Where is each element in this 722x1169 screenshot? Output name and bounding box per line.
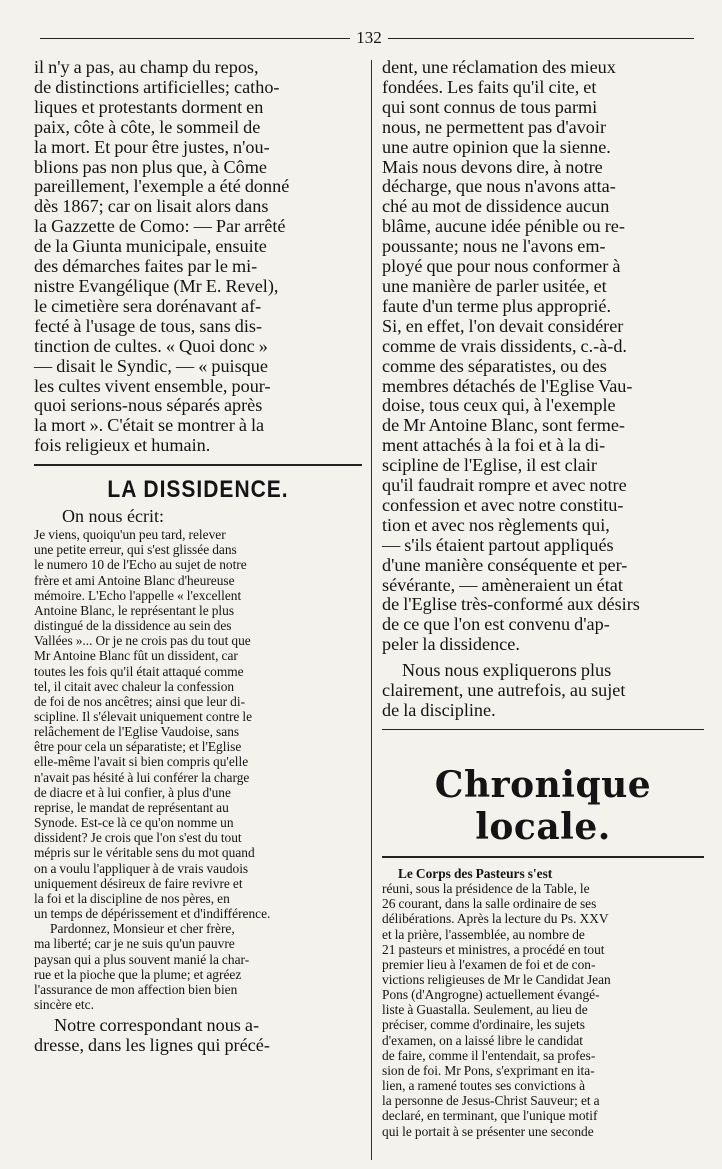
text-line: mépris sur le véritable sens du mot quand: [34, 845, 255, 861]
text-line: de Mr Antoine Blanc, sont ferme-: [382, 415, 625, 436]
text-line: paix, côte à côte, le sommeil de: [34, 116, 261, 137]
text-line: elle-même l'avait si bien compris qu'elle: [34, 754, 249, 770]
text-line: tinction de cultes. « Quoi donc »: [34, 335, 268, 356]
chronique-text: [382, 866, 704, 1139]
text-line: de distinctions artificielles; catho-: [34, 76, 280, 97]
text-line: un temps de dépérissement et d'indifférence.: [34, 906, 271, 922]
text-line: comme de vrais dissidents, c.-à-d.: [382, 335, 627, 356]
text-line: blâme, aucune idée pénible ou re-: [382, 216, 625, 237]
text-line: le cimetière sera dorénavant af-: [34, 295, 262, 316]
text-line: scipline de l'Eglise, il est clair: [382, 455, 597, 476]
column-divider: [371, 60, 372, 1160]
continuation-text: [382, 58, 704, 655]
text-line: une autre opinion que la sienne.: [382, 136, 611, 157]
text-line: de la discipline.: [382, 700, 496, 720]
section-rule: [34, 464, 362, 466]
text-line: Mr Antoine Blanc fût un dissident, car: [34, 648, 238, 664]
paragraph-two: [382, 661, 704, 721]
text-line: quoi serions-nous séparés après: [34, 395, 263, 416]
text-line: l'assurance de mon affection bien bien: [34, 981, 238, 997]
text-line: la mort. Et pour être justes, n'ou-: [34, 136, 270, 157]
text-line: lien, a ramené toutes ses convictions à: [382, 1078, 586, 1094]
text-line: frère et ami Antoine Blanc d'heureuse: [34, 572, 235, 588]
text-line: paysan qui a plus souvent manié la char-: [34, 951, 250, 967]
text-line: et la prière, l'assemblée, au nombre de: [382, 926, 585, 942]
text-line: — disait le Syndic, — « puisque: [34, 355, 268, 376]
text-line: Pardonnez, Monsieur et cher frère,: [50, 921, 235, 937]
text-line: une petite erreur, qui s'est glissée dans: [34, 542, 237, 558]
text-line: — s'ils étaient partout appliqués: [382, 534, 614, 555]
text-line: ment attachés à la foi et à la di-: [382, 435, 606, 456]
letter-lead: On nous écrit:: [62, 506, 164, 527]
text-line: on a voulu l'appliquer à de vrais vaudois: [34, 860, 249, 876]
text-line: doise, tous ceux qui, à l'exemple: [382, 395, 616, 416]
text-line: 26 courant, dans la salle ordinaire de ses: [382, 896, 597, 912]
text-line: de diacre et à lui confier, à plus d'une: [34, 784, 231, 800]
text-line: délibérations. Après la lecture du Ps. XXV: [382, 911, 609, 927]
text-line: rue et la pioche que la plume; et agréez: [34, 966, 242, 982]
text-line: Le Corps des Pasteurs s'est: [398, 865, 553, 881]
text-line: qui le portait à se présenter une seconde: [382, 1123, 594, 1139]
text-line: Mais nous devons dire, à notre: [382, 156, 603, 177]
text-line: des démarches faites par le mi-: [34, 256, 258, 277]
section-title: LA DISSIDENCE.: [107, 476, 289, 503]
letter-text: [34, 527, 362, 1012]
text-line: qu'il faudrait rompre et avec notre: [382, 475, 627, 496]
text-line: sincère etc.: [34, 996, 94, 1012]
text-line: réuni, sous la présidence de la Table, le: [382, 881, 590, 897]
text-line: Pons (d'Angrogne) actuellement évangé-: [382, 987, 600, 1003]
text-line: de ce que l'on est convenu d'ap-: [382, 614, 610, 635]
text-line: poussante; nous ne l'avons em-: [382, 236, 606, 257]
text-line: Notre correspondant nous a-: [54, 1015, 260, 1036]
text-line: être pour cela un séparatiste; et l'Eglise: [34, 739, 242, 755]
text-line: premier lieu à l'examen de foi et de con-: [382, 956, 596, 972]
text-line: scipline. Il s'élevait uniquement contre le: [34, 709, 253, 724]
text-line: dent, une réclamation des mieux: [382, 57, 616, 77]
text-line: reprise, le mandat de représentant au: [34, 799, 229, 815]
continuation-text: [34, 58, 362, 456]
text-line: d'examen, on a laissé libre le candidat: [382, 1032, 584, 1048]
header-rule-left: [40, 38, 350, 39]
text-line: la personne de Jesus-Christ Sauveur; et a: [382, 1093, 600, 1109]
text-line: mémoire. L'Echo l'appelle « l'excellent: [34, 587, 242, 603]
closing-text: [34, 1016, 362, 1056]
text-line: dissident? Je crois que l'on s'est du tout: [34, 830, 242, 846]
text-line: nous, ne permettent pas d'avoir: [382, 116, 607, 137]
text-line: liques et protestants dorment en: [34, 96, 264, 117]
text-line: ployé que pour nous conformer à: [382, 256, 621, 277]
chronique-title: Chronique locale.: [434, 763, 652, 848]
text-line: la foi et la discipline de nos pères, en: [34, 890, 230, 906]
text-line: distingué de la dissidence au sein des: [34, 618, 232, 634]
text-line: sévérante, — amèneraient un état: [382, 574, 623, 595]
text-line: une manière de parler usitée, et: [382, 275, 607, 296]
text-line: de faire, comme il l'entendait, sa profes-: [382, 1047, 596, 1063]
text-line: comme des séparatistes, ou des: [382, 355, 607, 376]
text-line: peler la dissidence.: [382, 634, 520, 655]
text-line: décharge, que nous n'avons atta-: [382, 176, 616, 197]
text-line: declaré, en terminant, que l'unique motif: [382, 1108, 598, 1124]
text-line: relâchement de l'Eglise Vaudoise, sans: [34, 724, 240, 740]
header-rule-right: [388, 38, 694, 39]
text-line: de foi de nos ancêtres; ainsi que leur di-: [34, 693, 246, 709]
text-line: liste à Guastalla. Seulement, au lieu de: [382, 1002, 588, 1018]
text-line: de la Giunta municipale, ensuite: [34, 236, 267, 257]
text-line: fondées. Les faits qu'il cite, et: [382, 76, 597, 97]
text-line: d'une manière conséquente et per-: [382, 554, 628, 575]
text-line: confession et avec notre constitu-: [382, 494, 624, 515]
text-line: dès 1867; car on lisait alors dans: [34, 196, 269, 217]
text-line: blions pas non plus que, à Côme: [34, 156, 267, 177]
text-line: fois religieux et humain.: [34, 435, 211, 456]
text-line: la Gazzette de Como: — Par arrêté: [34, 216, 286, 237]
text-line: ché au mot de dissidence aucun: [382, 196, 610, 217]
text-line: nistre Evangélique (Mr E. Revel),: [34, 275, 279, 296]
text-line: Antoine Blanc, le représentant le plus: [34, 602, 235, 618]
section-rule: [382, 729, 704, 730]
text-line: la mort ». C'était se montrer à la: [34, 415, 265, 436]
text-line: tion et avec nos règlements qui,: [382, 514, 610, 535]
left-column: [34, 58, 362, 1056]
text-line: dresse, dans les lignes qui précé-: [34, 1035, 270, 1056]
text-line: qui sont connus de tous parmi: [382, 96, 598, 117]
text-line: les cultes vivent ensemble, pour-: [34, 375, 271, 396]
text-line: 21 pasteurs et ministres, a procédé en tout: [382, 941, 605, 957]
text-line: uniquement désireux de faire revivre et: [34, 875, 243, 891]
text-line: toutes les fois qu'il était attaqué comme: [34, 663, 244, 679]
text-line: sion de foi. Mr Pons, s'exprimant en ita-: [382, 1062, 595, 1078]
text-line: préciser, comme d'ordinaire, les sujets: [382, 1017, 585, 1033]
text-line: Synode. Est-ce là ce qu'on nomme un: [34, 815, 234, 831]
text-line: de l'Eglise très-conformé aux désirs: [382, 594, 640, 615]
section-rule: [382, 856, 704, 858]
page-number: 132: [356, 28, 382, 47]
text-line: clairement, une autrefois, au sujet: [382, 680, 626, 701]
text-line: ma liberté; car je ne suis qu'un pauvre: [34, 936, 235, 952]
text-line: faute d'un terme plus approprié.: [382, 295, 612, 316]
right-column: [382, 58, 704, 1139]
text-line: victions religieuses de Mr le Candidat Jean: [382, 972, 611, 987]
text-line: Je viens, quoiqu'un peu tard, relever: [34, 527, 226, 543]
text-line: membres détachés de l'Eglise Vau-: [382, 375, 633, 396]
text-line: Nous nous expliquerons plus: [402, 660, 612, 681]
text-line: pareillement, l'exemple a été donné: [34, 176, 290, 197]
text-line: le numero 10 de l'Echo au sujet de notre: [34, 557, 247, 573]
text-line: n'avait pas hésité à lui conférer la charge: [34, 769, 250, 785]
text-line: tel, il citait avec chaleur la confession: [34, 678, 235, 694]
text-line: il n'y a pas, au champ du repos,: [34, 57, 259, 77]
text-line: Vallées »... Or je ne crois pas du tout que: [34, 633, 251, 649]
text-line: fecté à l'usage de tous, sans dis-: [34, 315, 263, 336]
text-line: Si, en effet, l'on devait considérer: [382, 315, 624, 336]
